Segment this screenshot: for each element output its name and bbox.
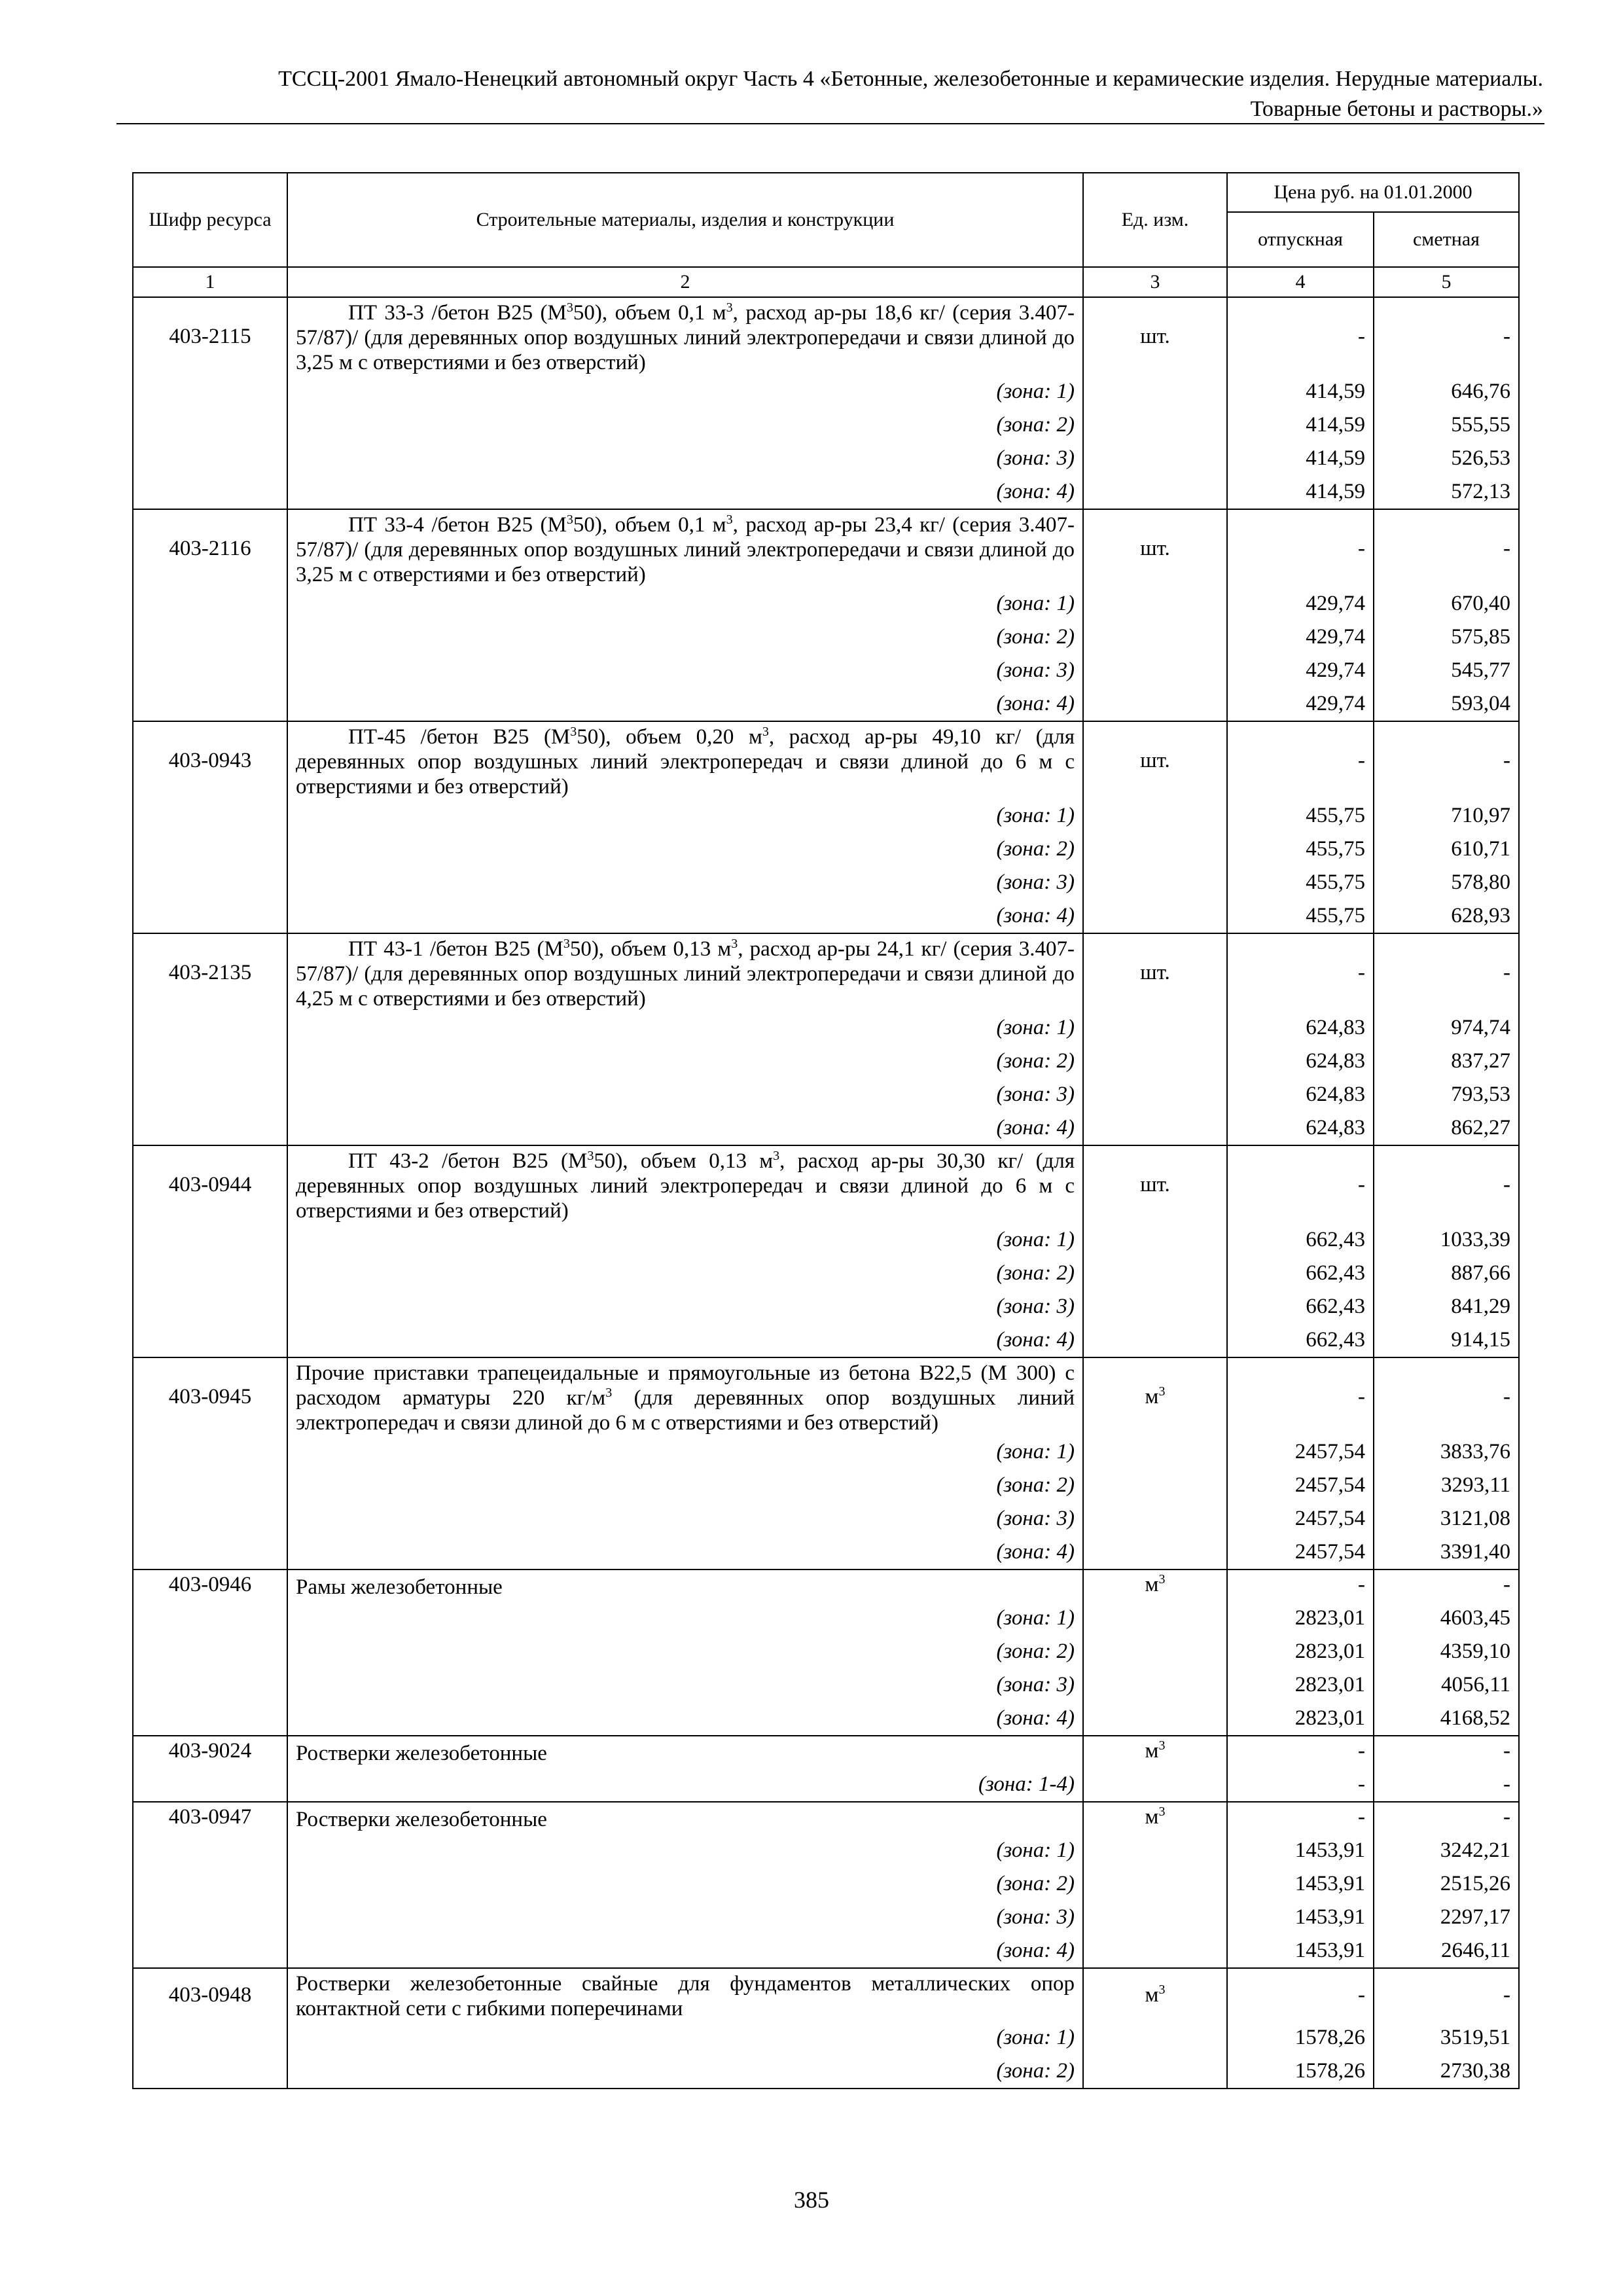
zone-row <box>133 1078 1519 1111</box>
resource-code: 403-0948 <box>133 1968 287 2021</box>
zone-release-price: 414,59 <box>1227 442 1374 475</box>
zone-release-price: 624,83 <box>1227 1111 1374 1145</box>
zone-label: (зона: 1) <box>287 375 1083 408</box>
zone-label: (зона: 1) <box>287 1435 1083 1469</box>
header-price: Цена руб. на 01.01.2000 <box>1227 173 1519 212</box>
zone-estimate-price: 887,66 <box>1374 1257 1519 1290</box>
zone-release-price: 429,74 <box>1227 620 1374 654</box>
zone-unit-blank <box>1083 1469 1227 1502</box>
zone-release-price: 624,83 <box>1227 1078 1374 1111</box>
zone-unit-blank <box>1083 799 1227 833</box>
zone-estimate-price: 3391,40 <box>1374 1535 1519 1570</box>
zone-row <box>133 1502 1519 1535</box>
zone-code-blank <box>133 1702 287 1736</box>
zone-label: (зона: 3) <box>287 1502 1083 1535</box>
zone-unit-blank <box>1083 1323 1227 1357</box>
zone-release-price: 1453,91 <box>1227 1934 1374 1968</box>
zone-release-price: 2457,54 <box>1227 1435 1374 1469</box>
table-body <box>133 297 1519 2089</box>
zone-estimate-price: 837,27 <box>1374 1045 1519 1078</box>
zone-label: (зона: 4) <box>287 1702 1083 1736</box>
zone-release-price: 414,59 <box>1227 408 1374 442</box>
zone-unit-blank <box>1083 866 1227 899</box>
zone-code-blank <box>133 1901 287 1934</box>
zone-estimate-price: 3833,76 <box>1374 1435 1519 1469</box>
zone-unit-blank <box>1083 2021 1227 2054</box>
zone-code-blank <box>133 442 287 475</box>
zone-label: (зона: 1) <box>287 1834 1083 1867</box>
zone-unit-blank <box>1083 1702 1227 1736</box>
material-description: ПТ 43-1 /бетон В25 $(М^350)$, объем 0,13 $м^3$, расход ар-ры 24,1 кг/ (серия 3.407-57/87)/ (для деревянных опор воздушных линий электропередачи и связи длиной до 4,25 м с отверстиями и без отверстий) <box>287 933 1083 1011</box>
unit-of-measure: шт. <box>1083 1145 1227 1223</box>
release-price: - <box>1227 297 1374 375</box>
column-number: 3 <box>1083 267 1227 297</box>
release-price: - <box>1227 933 1374 1011</box>
zone-estimate-price: 914,15 <box>1374 1323 1519 1357</box>
zone-code-blank <box>133 1257 287 1290</box>
zone-estimate-price: 2646,11 <box>1374 1934 1519 1968</box>
zone-row <box>133 899 1519 933</box>
column-numbers-row <box>133 267 1519 297</box>
zone-unit-blank <box>1083 1768 1227 1802</box>
zone-release-price: 2823,01 <box>1227 1668 1374 1702</box>
zone-estimate-price: 3293,11 <box>1374 1469 1519 1502</box>
zone-unit-blank <box>1083 1290 1227 1323</box>
zone-unit-blank <box>1083 833 1227 866</box>
material-description: Ростверки железобетонные <box>287 1736 1083 1768</box>
resource-code: 403-0946 <box>133 1570 287 1602</box>
zone-label: (зона: 4) <box>287 1934 1083 1968</box>
zone-release-price: 429,74 <box>1227 654 1374 687</box>
zone-release-price: 2823,01 <box>1227 1635 1374 1668</box>
zone-code-blank <box>133 1111 287 1145</box>
unit-of-measure: $м^3$ <box>1083 1968 1227 2021</box>
unit-of-measure: $м^3$ <box>1083 1802 1227 1834</box>
release-price: - <box>1227 509 1374 587</box>
zone-unit-blank <box>1083 1435 1227 1469</box>
zone-release-price: 429,74 <box>1227 687 1374 721</box>
zone-release-price: 624,83 <box>1227 1011 1374 1045</box>
zone-row <box>133 654 1519 687</box>
zone-unit-blank <box>1083 1111 1227 1145</box>
price-table <box>132 172 1520 2089</box>
zone-release-price: 2457,54 <box>1227 1502 1374 1535</box>
zone-estimate-price: 4359,10 <box>1374 1635 1519 1668</box>
zone-row <box>133 833 1519 866</box>
running-header <box>116 64 1543 124</box>
zone-estimate-price: 2515,26 <box>1374 1867 1519 1901</box>
release-price: - <box>1227 721 1374 799</box>
zone-label: (зона: 4) <box>287 1111 1083 1145</box>
zone-row <box>133 1223 1519 1257</box>
zone-release-price: 2823,01 <box>1227 1602 1374 1635</box>
zone-row <box>133 1901 1519 1934</box>
zone-release-price: 455,75 <box>1227 866 1374 899</box>
zone-unit-blank <box>1083 442 1227 475</box>
zone-row <box>133 1768 1519 1802</box>
release-price: - <box>1227 1968 1374 2021</box>
zone-release-price: 662,43 <box>1227 1257 1374 1290</box>
zone-unit-blank <box>1083 1901 1227 1934</box>
zone-estimate-price: 526,53 <box>1374 442 1519 475</box>
table-row <box>133 1570 1519 1602</box>
zone-release-price: 624,83 <box>1227 1045 1374 1078</box>
zone-estimate-price: 974,74 <box>1374 1011 1519 1045</box>
zone-row <box>133 375 1519 408</box>
zone-code-blank <box>133 375 287 408</box>
zone-unit-blank <box>1083 1223 1227 1257</box>
estimate-price: - <box>1374 1357 1519 1435</box>
table-row <box>133 1357 1519 1435</box>
header-line-1: ТССЦ-2001 Ямало-Ненецкий автономный округ Часть 4 «Бетонные, железобетонные и керамические изделия. Нерудные материалы. <box>278 67 1543 91</box>
zone-release-price: 414,59 <box>1227 475 1374 509</box>
zone-row <box>133 1668 1519 1702</box>
unit-of-measure: шт. <box>1083 297 1227 375</box>
zone-release-price: 662,43 <box>1227 1223 1374 1257</box>
zone-release-price: 1578,26 <box>1227 2054 1374 2089</box>
zone-code-blank <box>133 654 287 687</box>
zone-label: (зона: 3) <box>287 866 1083 899</box>
zone-release-price: 662,43 <box>1227 1323 1374 1357</box>
zone-unit-blank <box>1083 1502 1227 1535</box>
zone-code-blank <box>133 833 287 866</box>
material-description: Ростверки железобетонные свайные для фундаментов металлических опор контактной сети с гибкими поперечинами <box>287 1968 1083 2021</box>
zone-estimate-price: 545,77 <box>1374 654 1519 687</box>
zone-code-blank <box>133 1435 287 1469</box>
zone-label: (зона: 4) <box>287 475 1083 509</box>
unit-of-measure: шт. <box>1083 721 1227 799</box>
release-price: - <box>1227 1736 1374 1768</box>
zone-label: (зона: 1) <box>287 1011 1083 1045</box>
zone-label: (зона: 2) <box>287 1469 1083 1502</box>
zone-release-price: 1453,91 <box>1227 1901 1374 1934</box>
zone-code-blank <box>133 620 287 654</box>
zone-row <box>133 1602 1519 1635</box>
zone-release-price: 1453,91 <box>1227 1834 1374 1867</box>
zone-unit-blank <box>1083 1602 1227 1635</box>
zone-row <box>133 866 1519 899</box>
zone-row <box>133 1635 1519 1668</box>
zone-code-blank <box>133 1635 287 1668</box>
material-description: Рамы железобетонные <box>287 1570 1083 1602</box>
zone-row <box>133 620 1519 654</box>
zone-row <box>133 1323 1519 1357</box>
zone-unit-blank <box>1083 475 1227 509</box>
column-number: 1 <box>133 267 287 297</box>
zone-code-blank <box>133 1011 287 1045</box>
column-number: 4 <box>1227 267 1374 297</box>
resource-code: 403-0947 <box>133 1802 287 1834</box>
resource-code: 403-0943 <box>133 721 287 799</box>
resource-code: 403-2135 <box>133 933 287 1011</box>
zone-code-blank <box>133 687 287 721</box>
zone-code-blank <box>133 475 287 509</box>
zone-label: (зона: 1-4) <box>287 1768 1083 1802</box>
table-row <box>133 933 1519 1011</box>
zone-release-price: 414,59 <box>1227 375 1374 408</box>
estimate-price: - <box>1374 1968 1519 2021</box>
zone-estimate-price: 670,40 <box>1374 587 1519 620</box>
zone-row <box>133 1435 1519 1469</box>
zone-row <box>133 408 1519 442</box>
release-price: - <box>1227 1570 1374 1602</box>
resource-code: 403-0944 <box>133 1145 287 1223</box>
zone-estimate-price: 3519,51 <box>1374 2021 1519 2054</box>
zone-release-price: 1453,91 <box>1227 1867 1374 1901</box>
zone-label: (зона: 4) <box>287 899 1083 933</box>
zone-label: (зона: 3) <box>287 1901 1083 1934</box>
estimate-price: - <box>1374 1570 1519 1602</box>
zone-code-blank <box>133 1867 287 1901</box>
zone-row <box>133 1469 1519 1502</box>
material-description: Ростверки железобетонные <box>287 1802 1083 1834</box>
resource-code: 403-2116 <box>133 509 287 587</box>
zone-release-price: 1578,26 <box>1227 2021 1374 2054</box>
zone-estimate-price: 555,55 <box>1374 408 1519 442</box>
header-release-price: отпускная <box>1227 212 1374 267</box>
zone-code-blank <box>133 899 287 933</box>
zone-code-blank <box>133 587 287 620</box>
zone-unit-blank <box>1083 1934 1227 1968</box>
release-price: - <box>1227 1145 1374 1223</box>
zone-unit-blank <box>1083 1045 1227 1078</box>
zone-label: (зона: 2) <box>287 1045 1083 1078</box>
zone-label: (зона: 2) <box>287 833 1083 866</box>
zone-estimate-price: 2730,38 <box>1374 2054 1519 2089</box>
zone-release-price: 662,43 <box>1227 1290 1374 1323</box>
zone-unit-blank <box>1083 620 1227 654</box>
zone-label: (зона: 1) <box>287 2021 1083 2054</box>
unit-of-measure: $м^3$ <box>1083 1357 1227 1435</box>
zone-estimate-price: 4168,52 <box>1374 1702 1519 1736</box>
zone-release-price: - <box>1227 1768 1374 1802</box>
zone-code-blank <box>133 1602 287 1635</box>
zone-row <box>133 1702 1519 1736</box>
header-estimate-price: сметная <box>1374 212 1519 267</box>
zone-label: (зона: 4) <box>287 1535 1083 1570</box>
table-row <box>133 1968 1519 2021</box>
zone-unit-blank <box>1083 587 1227 620</box>
zone-label: (зона: 1) <box>287 799 1083 833</box>
zone-estimate-price: 710,97 <box>1374 799 1519 833</box>
zone-release-price: 2457,54 <box>1227 1535 1374 1570</box>
zone-label: (зона: 2) <box>287 408 1083 442</box>
zone-label: (зона: 3) <box>287 1668 1083 1702</box>
zone-release-price: 429,74 <box>1227 587 1374 620</box>
zone-estimate-price: 593,04 <box>1374 687 1519 721</box>
unit-of-measure: $м^3$ <box>1083 1736 1227 1768</box>
zone-code-blank <box>133 1223 287 1257</box>
zone-estimate-price: 862,27 <box>1374 1111 1519 1145</box>
estimate-price: - <box>1374 1145 1519 1223</box>
header-line-2: Товарные бетоны и растворы.» <box>1250 97 1543 121</box>
zone-estimate-price: 4603,45 <box>1374 1602 1519 1635</box>
resource-code: 403-2115 <box>133 297 287 375</box>
zone-estimate-price: 610,71 <box>1374 833 1519 866</box>
header-rule <box>116 123 1544 124</box>
zone-code-blank <box>133 1502 287 1535</box>
zone-release-price: 455,75 <box>1227 799 1374 833</box>
zone-code-blank <box>133 1768 287 1802</box>
table-row <box>133 509 1519 587</box>
zone-unit-blank <box>1083 408 1227 442</box>
resource-code: 403-9024 <box>133 1736 287 1768</box>
zone-label: (зона: 2) <box>287 1257 1083 1290</box>
zone-row <box>133 1934 1519 1968</box>
header-unit: Ед. изм. <box>1083 173 1227 267</box>
zone-release-price: 455,75 <box>1227 833 1374 866</box>
zone-label: (зона: 1) <box>287 1602 1083 1635</box>
zone-label: (зона: 3) <box>287 654 1083 687</box>
table-row <box>133 1802 1519 1834</box>
zone-unit-blank <box>1083 899 1227 933</box>
zone-estimate-price: 4056,11 <box>1374 1668 1519 1702</box>
zone-estimate-price: 841,29 <box>1374 1290 1519 1323</box>
zone-label: (зона: 2) <box>287 1867 1083 1901</box>
zone-label: (зона: 1) <box>287 587 1083 620</box>
zone-row <box>133 587 1519 620</box>
zone-unit-blank <box>1083 1257 1227 1290</box>
zone-code-blank <box>133 1535 287 1570</box>
material-description: ПТ-45 /бетон В25 $(М^350)$, объем 0,20 $м^3$, расход ар-ры 49,10 кг/ (для деревянных опор воздушных линий электропередач и связи длиной до 6 м с отверстиями и без отверстий) <box>287 721 1083 799</box>
zone-unit-blank <box>1083 1635 1227 1668</box>
zone-label: (зона: 3) <box>287 442 1083 475</box>
zone-code-blank <box>133 1290 287 1323</box>
table-row <box>133 297 1519 375</box>
material-description: Прочие приставки трапецеидальные и прямоугольные из бетона В22,5 (М 300) с расходом арматуры 220 $кг/м^3$ (для деревянных опор воздушных линий электропередач и связи длиной до 6 м с отверстиями и без отверстий) <box>287 1357 1083 1435</box>
table-row <box>133 721 1519 799</box>
zone-label: (зона: 3) <box>287 1078 1083 1111</box>
zone-estimate-price: 3121,08 <box>1374 1502 1519 1535</box>
zone-estimate-price: 646,76 <box>1374 375 1519 408</box>
estimate-price: - <box>1374 1736 1519 1768</box>
column-number: 2 <box>287 267 1083 297</box>
zone-unit-blank <box>1083 1535 1227 1570</box>
zone-row <box>133 1045 1519 1078</box>
zone-row <box>133 2054 1519 2089</box>
zone-unit-blank <box>1083 375 1227 408</box>
zone-code-blank <box>133 1078 287 1111</box>
zone-row <box>133 1290 1519 1323</box>
zone-row <box>133 1834 1519 1867</box>
estimate-price: - <box>1374 1802 1519 1834</box>
estimate-price: - <box>1374 297 1519 375</box>
zone-estimate-price: 793,53 <box>1374 1078 1519 1111</box>
zone-row <box>133 1867 1519 1901</box>
zone-release-price: 2457,54 <box>1227 1469 1374 1502</box>
resource-code: 403-0945 <box>133 1357 287 1435</box>
zone-unit-blank <box>1083 1867 1227 1901</box>
zone-row <box>133 687 1519 721</box>
zone-label: (зона: 3) <box>287 1290 1083 1323</box>
page-number: 385 <box>794 2187 829 2213</box>
zone-estimate-price: 578,80 <box>1374 866 1519 899</box>
estimate-price: - <box>1374 721 1519 799</box>
material-description: ПТ 33-4 /бетон В25 $(М^350)$, объем 0,1 $м^3$, расход ар-ры 23,4 кг/ (серия 3.407-57/87)/ (для деревянных опор воздушных линий электропередачи и связи длиной до 3,25 м с отверстиями и без отверстий) <box>287 509 1083 587</box>
zone-row <box>133 799 1519 833</box>
zone-row <box>133 442 1519 475</box>
zone-label: (зона: 2) <box>287 1635 1083 1668</box>
zone-unit-blank <box>1083 654 1227 687</box>
zone-code-blank <box>133 799 287 833</box>
zone-code-blank <box>133 1934 287 1968</box>
release-price: - <box>1227 1357 1374 1435</box>
zone-code-blank <box>133 1668 287 1702</box>
zone-row <box>133 2021 1519 2054</box>
zone-code-blank <box>133 2054 287 2089</box>
zone-label: (зона: 2) <box>287 620 1083 654</box>
zone-unit-blank <box>1083 1011 1227 1045</box>
unit-of-measure: шт. <box>1083 933 1227 1011</box>
zone-row <box>133 1257 1519 1290</box>
zone-estimate-price: 628,93 <box>1374 899 1519 933</box>
zone-estimate-price: 2297,17 <box>1374 1901 1519 1934</box>
zone-estimate-price: 1033,39 <box>1374 1223 1519 1257</box>
zone-estimate-price: - <box>1374 1768 1519 1802</box>
header-description: Строительные материалы, изделия и конструкции <box>287 173 1083 267</box>
zone-unit-blank <box>1083 687 1227 721</box>
table-row <box>133 1145 1519 1223</box>
zone-code-blank <box>133 2021 287 2054</box>
estimate-price: - <box>1374 933 1519 1011</box>
zone-code-blank <box>133 1469 287 1502</box>
zone-unit-blank <box>1083 1668 1227 1702</box>
zone-label: (зона: 4) <box>287 1323 1083 1357</box>
material-description: ПТ 43-2 /бетон В25 $(М^350)$, объем 0,13 $м^3$, расход ар-ры 30,30 кг/ (для деревянных опор воздушных линий электропередач и связи длиной до 6 м с отверстиями и без отверстий) <box>287 1145 1083 1223</box>
zone-code-blank <box>133 866 287 899</box>
zone-label: (зона: 1) <box>287 1223 1083 1257</box>
unit-of-measure: шт. <box>1083 509 1227 587</box>
zone-release-price: 455,75 <box>1227 899 1374 933</box>
zone-row <box>133 1111 1519 1145</box>
zone-estimate-price: 575,85 <box>1374 620 1519 654</box>
zone-release-price: 2823,01 <box>1227 1702 1374 1736</box>
zone-estimate-price: 572,13 <box>1374 475 1519 509</box>
zone-code-blank <box>133 1834 287 1867</box>
zone-row <box>133 1535 1519 1570</box>
unit-of-measure: $м^3$ <box>1083 1570 1227 1602</box>
zone-row <box>133 475 1519 509</box>
zone-unit-blank <box>1083 2054 1227 2089</box>
header-code: Шифр ресурса <box>133 173 287 267</box>
table-row <box>133 1736 1519 1768</box>
zone-estimate-price: 3242,21 <box>1374 1834 1519 1867</box>
estimate-price: - <box>1374 509 1519 587</box>
zone-unit-blank <box>1083 1834 1227 1867</box>
zone-code-blank <box>133 1323 287 1357</box>
zone-code-blank <box>133 408 287 442</box>
zone-row <box>133 1011 1519 1045</box>
zone-label: (зона: 4) <box>287 687 1083 721</box>
column-number: 5 <box>1374 267 1519 297</box>
zone-label: (зона: 2) <box>287 2054 1083 2089</box>
zone-code-blank <box>133 1045 287 1078</box>
material-description: ПТ 33-3 /бетон В25 $(М^350)$, объем 0,1 $м^3$, расход ар-ры 18,6 кг/ (серия 3.407-57/87)/ (для деревянных опор воздушных линий электропередачи и связи длиной до 3,25 м с отверстиями и без отверстий) <box>287 297 1083 375</box>
release-price: - <box>1227 1802 1374 1834</box>
zone-unit-blank <box>1083 1078 1227 1111</box>
